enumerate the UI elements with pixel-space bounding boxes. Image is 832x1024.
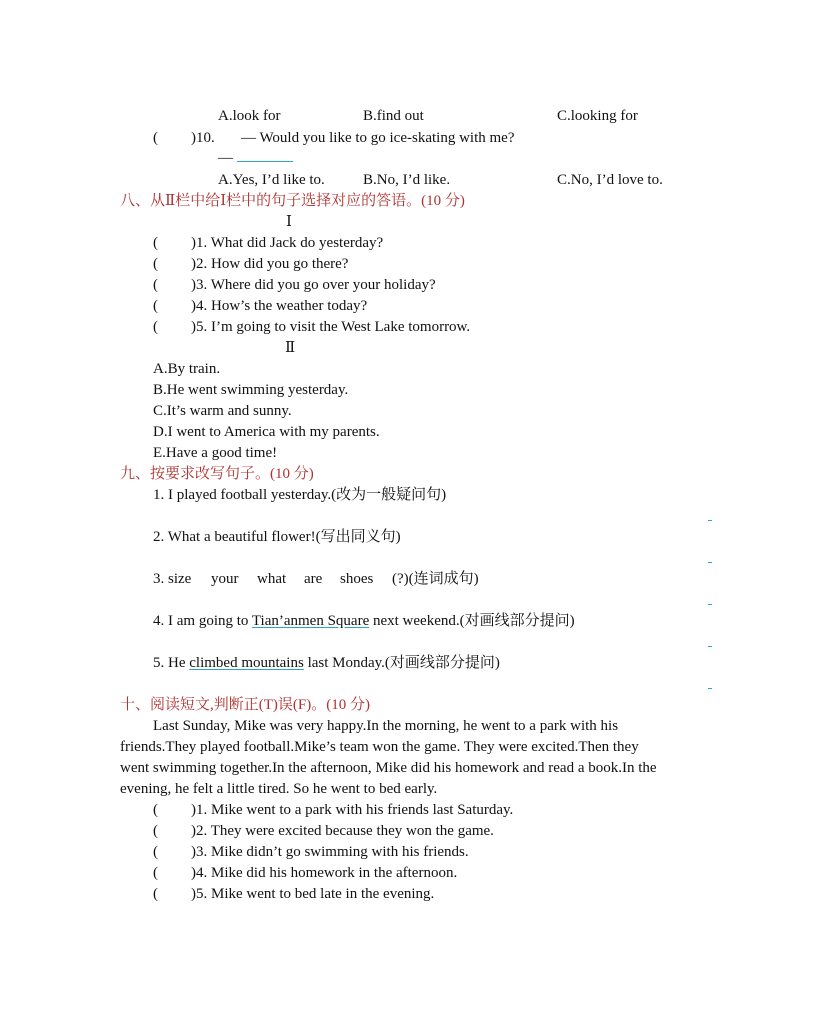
s9-question-1: 1. I played football yesterday.(改为一般疑问句) [153,487,447,503]
s10-paren-open-2: ( [153,823,158,839]
s9-answer-line-2-marker [708,562,712,563]
q10-paren-open: ( [153,130,158,146]
s8-paren-open-3: ( [153,277,158,293]
s10-item-5: )5. Mike went to bed late in the evening. [191,886,435,902]
s10-passage-line-4: evening, he felt a little tired. So he went to bed early. [120,781,438,797]
q10-option-c: C.No, I’d love to. [557,172,663,188]
s9-question-3-w3: what [257,571,287,587]
s9-question-5: 5. He climbed mountains last Monday.(对画线部分提问) [153,655,500,671]
s8-paren-open-5: ( [153,319,158,335]
s8-paren-open-4: ( [153,298,158,314]
s9-question-2: 2. What a beautiful flower!(写出同义句) [153,529,401,545]
s9-answer-line-1-marker [708,520,712,521]
s8-item-1: )1. What did Jack do yesterday? [191,235,384,251]
q10-option-a: A.Yes, I’d like to. [218,172,325,188]
q9-option-c: C.looking for [557,108,638,124]
section8-column-2-title: Ⅱ [285,340,296,356]
s8-answer-e: E.Have a good time! [153,445,278,461]
q9-option-b: B.find out [363,108,424,124]
s8-answer-b: B.He went swimming yesterday. [153,382,349,398]
q10-answer-blank[interactable] [237,148,293,162]
s10-paren-open-1: ( [153,802,158,818]
s9-answer-line-3-marker [708,604,712,605]
section8-column-1-title: Ⅰ [286,214,292,230]
s10-item-1: )1. Mike went to a park with his friends last Saturday. [191,802,514,818]
s9-question-3-w6: (?)(连词成句) [392,571,479,587]
s9-question-3-w4: are [304,571,323,587]
s9-question-3-w2: your [211,571,239,587]
section10-heading: 十、阅读短文,判断正(T)误(F)。(10 分) [120,697,370,713]
q10-dash: — [218,150,233,166]
s10-passage-line-3: went swimming together.In the afternoon, Mike did his homework and read a book.In the [120,760,657,776]
s10-item-4: )4. Mike did his homework in the afternoon. [191,865,458,881]
s10-paren-open-4: ( [153,865,158,881]
s10-item-3: )3. Mike didn’t go swimming with his friends. [191,844,469,860]
q10-question: — Would you like to go ice-skating with me? [241,130,515,146]
section9-heading: 九、按要求改写句子。(10 分) [120,466,314,482]
s8-item-4: )4. How’s the weather today? [191,298,368,314]
q10-number: )10. [191,130,215,146]
s8-answer-c: C.It’s warm and sunny. [153,403,292,419]
s8-answer-d: D.I went to America with my parents. [153,424,380,440]
q9-option-a: A.look for [218,108,281,124]
section8-heading: 八、从Ⅱ栏中给Ⅰ栏中的句子选择对应的答语。(10 分) [120,193,465,209]
s9-answer-line-5-marker [708,688,712,689]
s9-answer-line-4-marker [708,646,712,647]
q10-reply-line [218,148,293,168]
s10-passage-line-1: Last Sunday, Mike was very happy.In the morning, he went to a park with his [153,718,619,734]
s8-paren-open-1: ( [153,235,158,251]
s10-paren-open-3: ( [153,844,158,860]
s8-item-2: )2. How did you go there? [191,256,349,272]
s9-q5-underlined-phrase: climbed mountains [189,655,304,671]
s10-item-2: )2. They were excited because they won the game. [191,823,494,839]
s8-answer-a: A.By train. [153,361,221,377]
s8-item-5: )5. I’m going to visit the West Lake tomorrow. [191,319,471,335]
s10-paren-open-5: ( [153,886,158,902]
s9-q4-underlined-phrase: Tian’anmen Square [251,613,370,629]
s8-paren-open-2: ( [153,256,158,272]
q10-option-b: B.No, I’d like. [363,172,451,188]
s9-question-3-w1: 3. size [153,571,192,587]
s10-passage-line-2: friends.They played football.Mike’s team won the game. They were excited.Then they [120,739,639,755]
s9-question-3-w5: shoes [340,571,374,587]
s8-item-3: )3. Where did you go over your holiday? [191,277,436,293]
s9-question-4: 4. I am going to Tian’anmen Square next weekend.(对画线部分提问) [153,613,575,629]
